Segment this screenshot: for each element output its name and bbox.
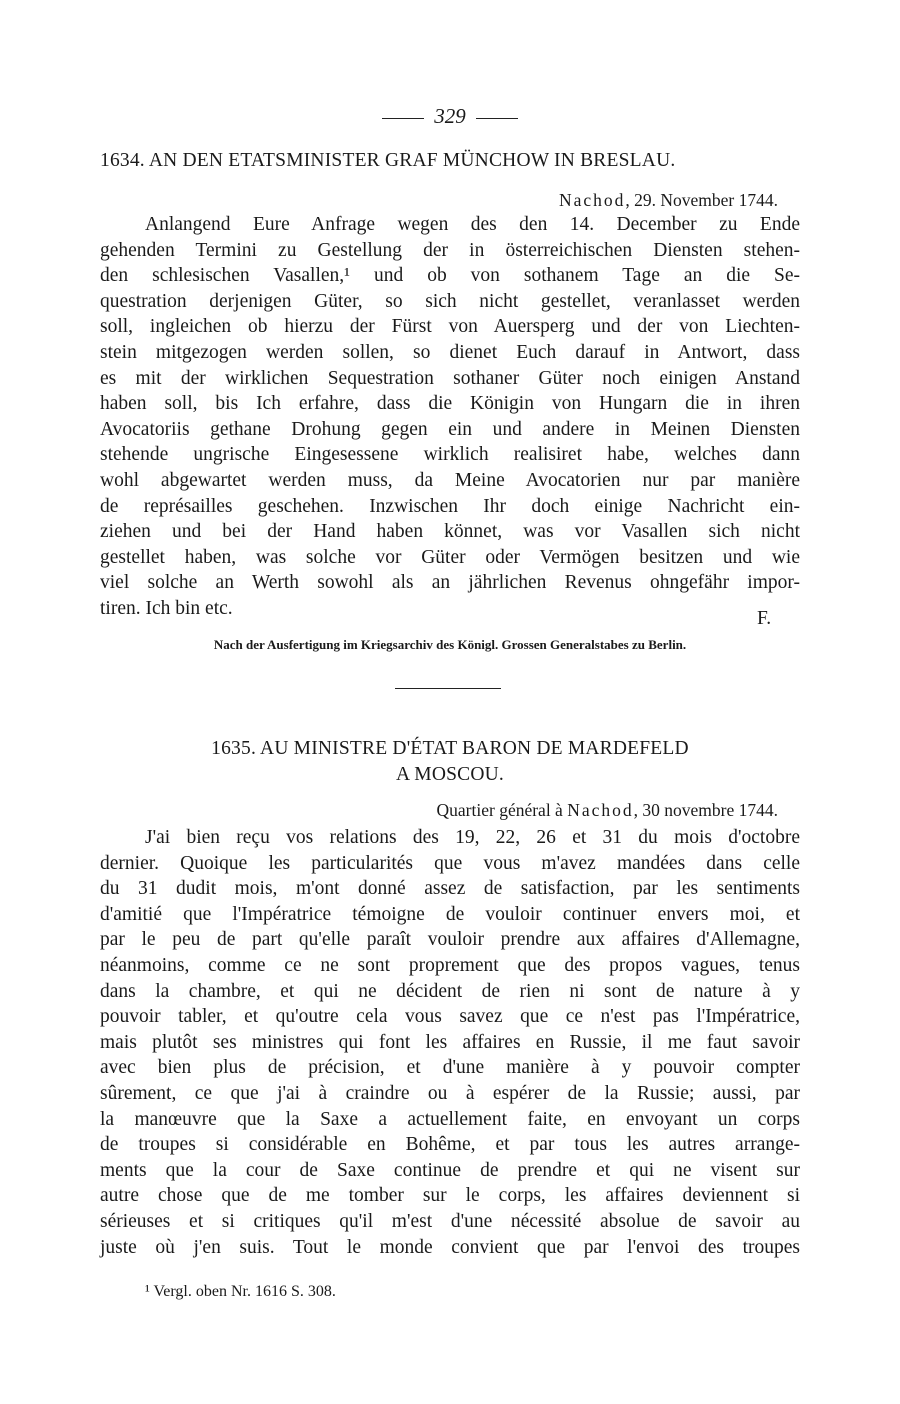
body-line: par le peu de part qu'elle paraît vouloir prendre aux affaires d'Allemagne, [100, 929, 800, 951]
body-line: ments que la cour de Saxe continue de prendre et qui ne visent sur [100, 1159, 800, 1181]
body-line: du 31 dudit mois, m'ont donné assez de satisfaction, par les sentiments [100, 878, 800, 900]
letter-1634-date-rest: , 29. November 1744. [625, 190, 778, 210]
body-line: gehenden Termini zu Gestellung der in österreichischen Diensten stehen- [100, 239, 800, 261]
section-divider [395, 688, 501, 689]
body-line: d'amitié que l'Impératrice témoigne de vouloir continuer envers moi, et [100, 903, 800, 925]
letter-1634-body [100, 212, 800, 622]
body-line: Avocatoriis gethane Drohung gegen ein und andere in Meinen Diensten [100, 418, 800, 440]
body-line: néanmoins, comme ce ne sont proprement que des propos vagues, tenus [100, 954, 800, 976]
body-line: es mit der wirklichen Sequestration sothaner Güter noch einigen Anstand [100, 367, 800, 389]
letter-1634-signature: F. [757, 608, 772, 629]
letter-1635-date [437, 800, 778, 821]
body-line: mais plutôt ses ministres qui font les affaires en Russie, il me faut savoir [100, 1031, 800, 1053]
page-number-dash-left [382, 118, 424, 119]
body-line: gestellet haben, was solche vor Güter oder Vermögen besitzen und wie [100, 546, 800, 568]
body-line: sérieuses et si critiques qu'il m'est d'une nécessité absolue de savoir au [100, 1210, 800, 1232]
letter-1635-date-prefix: Quartier général à [436, 800, 568, 820]
page-number-dash-right [476, 118, 518, 119]
body-line: de troupes si considérable en Bohême, et par tous les autres arrange- [100, 1134, 800, 1156]
body-line: sûrement, ce que j'ai à craindre ou à espérer de la Russie; aussi, par [100, 1082, 800, 1104]
letter-1635-heading [100, 736, 800, 788]
body-line: avec bien plus de précision, et d'une manière à y pouvoir compter [100, 1057, 800, 1079]
letter-1634-heading: 1634. AN DEN ETATSMINISTER GRAF MÜNCHOW IN BRESLAU. [100, 150, 676, 171]
body-line: den schlesischen Vasallen,¹ und ob von sothanem Tage an die Se- [100, 265, 800, 287]
letter-1635-body [100, 825, 800, 1260]
body-line: haben soll, bis Ich erfahre, dass die Königin von Hungarn die in ihren [100, 393, 800, 415]
body-line: tiren. Ich bin etc. [100, 597, 233, 619]
letter-1635-heading-line1: 1635. AU MINISTRE D'ÉTAT BARON DE MARDEFELD [211, 738, 689, 759]
body-line: juste où j'en suis. Tout le monde convient que par l'envoi des troupes [100, 1236, 800, 1258]
page-number: 329 [0, 104, 900, 129]
body-line: ziehen und bei der Hand haben könnet, was vor Vasallen sich nicht [100, 521, 800, 543]
body-line: autre chose que de me tomber sur le corps, les affaires deviennent si [100, 1185, 800, 1207]
body-line: de représailles geschehen. Inzwischen Ihr doch einige Nachricht ein- [100, 495, 800, 517]
body-line: dernier. Quoique les particularités que vous m'avez mandées dans celle [100, 852, 800, 874]
body-line: soll, ingleichen ob hierzu der Fürst von Auersperg und der von Liechten- [100, 316, 800, 338]
letter-1634-date-place: Nachod [558, 190, 626, 210]
body-line: viel solche an Werth sowohl als an jährlichen Revenus ohngefähr impor- [100, 572, 800, 594]
body-line: la manœuvre que la Saxe a actuellement faite, en envoyant un corps [100, 1108, 800, 1130]
body-line: stehende ungrische Eingesessene wirklich realisiret habe, welches dann [100, 444, 800, 466]
body-line: pouvoir tabler, et qu'outre cela vous savez que ce n'est pas l'Impératrice, [100, 1006, 800, 1028]
letter-1635-date-place: Nachod [567, 800, 634, 820]
letter-1635-date-rest: , 30 novembre 1744. [633, 800, 778, 820]
letter-1634-date [559, 190, 778, 211]
footnote: ¹ Vergl. oben Nr. 1616 S. 308. [145, 1283, 336, 1300]
body-line: stein mitgezogen werden sollen, so dienet Euch darauf in Antwort, dass [100, 341, 800, 363]
body-line: Anlangend Eure Anfrage wegen des den 14. December zu Ende [145, 214, 800, 235]
letter-1634-source-note: Nach der Ausfertigung im Kriegsarchiv des Königl. Grossen Generalstabes zu Berlin. [213, 637, 687, 652]
body-line: wohl abgewartet werden muss, da Meine Avocatorien nur par manière [100, 469, 800, 491]
body-line: J'ai bien reçu vos relations des 19, 22, 26 et 31 du mois d'octobre [145, 827, 800, 848]
body-line: questration derjenigen Güter, so sich nicht gestellet, veranlasset werden [100, 290, 800, 312]
letter-1635-heading-line2: A MOSCOU. [396, 764, 504, 785]
body-line: dans la chambre, et qui ne décident de rien ni sont de nature à y [100, 980, 800, 1002]
